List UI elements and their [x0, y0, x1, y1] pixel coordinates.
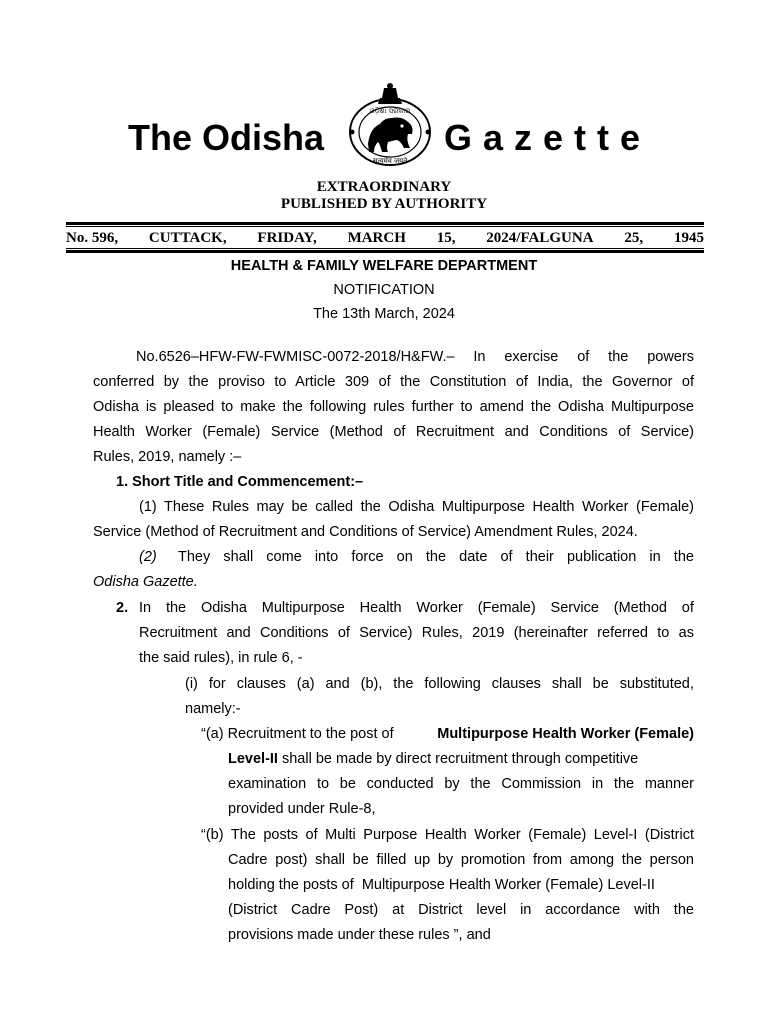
- issue-year-falguna: 2024/FALGUNA: [486, 230, 594, 246]
- word: in: [520, 902, 532, 918]
- word: their: [525, 549, 554, 565]
- clause-i-line1: [185, 672, 694, 697]
- issue-day: FRIDAY,: [257, 230, 317, 246]
- word: on: [396, 549, 413, 565]
- top-rule-thin: [66, 226, 704, 227]
- bottom-rule: [66, 250, 704, 253]
- edition-type: EXTRAORDINARY: [316, 179, 452, 195]
- department-heading: HEALTH & FAMILY WELFARE DEPARTMENT: [230, 258, 538, 274]
- word: (Female): [477, 600, 536, 616]
- word: the: [393, 676, 414, 692]
- word: of: [681, 600, 694, 616]
- word: be: [592, 676, 609, 692]
- word: shall: [551, 676, 582, 692]
- word: following: [424, 676, 481, 692]
- word: Worker: [416, 600, 463, 616]
- intro-line-1: [136, 345, 694, 370]
- intro-line-2: conferred by the proviso to Article 309 of the Constitution of India, the Governor of: [93, 374, 694, 390]
- gazette-title-left: The Odisha: [128, 117, 325, 158]
- word: shall: [223, 549, 254, 565]
- notification-date: The 13th March, 2024: [313, 306, 455, 322]
- word: Cadre: [291, 902, 331, 918]
- word: in: [649, 549, 661, 565]
- word: clauses: [491, 676, 541, 692]
- word: the: [673, 549, 694, 565]
- word: Service: [550, 600, 599, 616]
- section-1-heading: 1. Short Title and Commencement:–: [116, 474, 364, 490]
- clause-a-line2-rest: shall be made by direct recruitment through competitive: [277, 751, 639, 767]
- word: publication: [566, 549, 637, 565]
- s1-para2-number: (2): [139, 549, 157, 565]
- word: (a): [296, 676, 315, 692]
- clause-b-line1: “(b) The posts of Multi Purpose Health Worker (Female) Level-I (District: [201, 827, 694, 843]
- gazette-title-right: Gazette: [444, 117, 652, 158]
- issue-place: CUTTACK,: [148, 230, 227, 246]
- word: (Method: [613, 600, 667, 616]
- clause-a-line1: [201, 722, 694, 747]
- word: (i): [185, 676, 198, 692]
- s1-para2-line1: [178, 545, 694, 570]
- word: the: [608, 349, 629, 365]
- notification-label: NOTIFICATION: [333, 282, 435, 298]
- top-rule: [66, 222, 704, 225]
- clause-b-line2: Cadre post) shall be filled up by promotion from among the person: [228, 852, 694, 868]
- clause-b-line4: [228, 898, 694, 923]
- clause-a-prefix: “(a) Recruitment to the post of: [201, 726, 398, 742]
- issue-number: No. 596,: [66, 230, 119, 246]
- word: Multipurpose: [261, 600, 345, 616]
- issue-saka-day: 25,: [624, 230, 644, 246]
- emblem-top-text: ଓଡ଼ିଶା ସରକାର: [369, 107, 411, 115]
- clause-a-line2: [228, 747, 694, 772]
- section-2-number: 2.: [116, 600, 129, 616]
- word: (b),: [360, 676, 383, 692]
- word: the: [425, 549, 447, 565]
- odisha-emblem-icon: [344, 82, 436, 168]
- word: Health: [359, 600, 402, 616]
- word: into: [314, 549, 339, 565]
- word: substituted,: [619, 676, 694, 692]
- clause-i-line2: namely:-: [185, 701, 241, 717]
- s2-line1: [139, 596, 694, 621]
- publication-authority: PUBLISHED BY AUTHORITY: [280, 196, 488, 212]
- clause-b-line3: holding the posts of Multipurpose Health Worker (Female) Level-II: [228, 877, 655, 893]
- word: for: [208, 676, 226, 692]
- issue-month: MARCH: [347, 230, 406, 246]
- emblem-bottom-text: सत्यमेव जयते: [372, 157, 408, 165]
- intro-line-4: Health Worker (Female) Service (Method of Recruitment and Conditions of Service): [93, 424, 694, 440]
- word: of: [577, 349, 590, 365]
- intro-line-5: Rules, 2019, namely :–: [93, 449, 242, 465]
- word: at: [392, 902, 405, 918]
- bottom-rule-thin: [66, 248, 704, 249]
- word: clauses: [236, 676, 286, 692]
- clause-a-line4: provided under Rule-8,: [228, 801, 376, 817]
- s1-para1-line1: (1) These Rules may be called the Odisha Multipurpose Health Worker (Female): [139, 499, 694, 515]
- notification-number: No.6526–HFW-FW-FWMISC-0072-2018/H&FW.–: [136, 349, 455, 365]
- word: They: [178, 549, 211, 565]
- s1-para2-line2: Odisha Gazette.: [93, 574, 198, 590]
- word: In: [139, 600, 152, 616]
- word: powers: [647, 349, 694, 365]
- word: (District: [228, 902, 278, 918]
- word: and: [325, 676, 350, 692]
- clause-b-line5: provisions made under these rules ”, and: [228, 927, 491, 943]
- word: accordance: [545, 902, 621, 918]
- word: Odisha: [200, 600, 247, 616]
- s2-line3: the said rules), in rule 6, -: [139, 650, 303, 666]
- issue-saka-year: 1945: [673, 230, 704, 246]
- word: District: [418, 902, 463, 918]
- word: the: [673, 902, 694, 918]
- intro-line-3: Odisha is pleased to make the following rules further to amend the Odisha Multipurpose: [93, 399, 694, 415]
- issue-date: 15,: [436, 230, 456, 246]
- word: In: [473, 349, 486, 365]
- issue-line: [66, 228, 704, 248]
- s1-para1-line2: Service (Method of Recruitment and Conditions of Service) Amendment Rules, 2024.: [93, 524, 638, 540]
- clause-a-post-title: Multipurpose Health Worker (Female): [437, 726, 694, 742]
- word: of: [500, 549, 513, 565]
- word: force: [351, 549, 384, 565]
- clause-a-line3: examination to be conducted by the Commission in the manner: [228, 776, 694, 792]
- s2-line2: Recruitment and Conditions of Service) Rules, 2019 (hereinafter referred to as: [139, 625, 694, 641]
- word: with: [634, 902, 660, 918]
- word: date: [459, 549, 488, 565]
- clause-a-level: Level-II: [228, 751, 278, 767]
- word: Post): [344, 902, 379, 918]
- word: exercise: [504, 349, 559, 365]
- word: the: [165, 600, 187, 616]
- word: come: [266, 549, 302, 565]
- word: level: [476, 902, 507, 918]
